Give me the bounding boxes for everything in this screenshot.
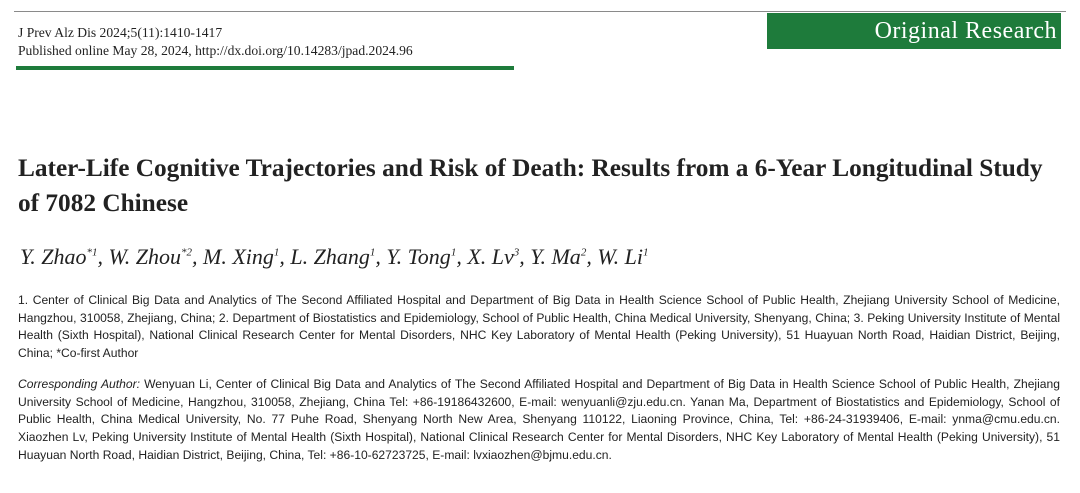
author-name: Y. Zhao — [20, 244, 87, 269]
author-name: X. Lv — [467, 244, 514, 269]
author[interactable] — [203, 244, 279, 269]
author-affiliation-marker: 1 — [369, 246, 376, 259]
corresponding-author — [18, 376, 1060, 465]
author[interactable] — [386, 244, 456, 269]
author[interactable] — [20, 244, 97, 269]
author-name: Y. Tong — [386, 244, 451, 269]
author-name: Y. Ma — [530, 244, 581, 269]
author-affiliation-marker: 3 — [513, 246, 520, 259]
header-divider — [16, 66, 514, 70]
author[interactable] — [530, 244, 586, 269]
author-affiliation-marker: *1 — [86, 246, 98, 259]
author-name: L. Zhang — [290, 244, 370, 269]
author-affiliation-marker: *2 — [181, 246, 192, 259]
author-name: M. Xing — [203, 244, 274, 269]
journal-citation: J Prev Alz Dis 2024;5(11):1410-1417 — [18, 25, 223, 40]
journal-meta — [18, 24, 413, 60]
author-affiliation-marker: 2 — [580, 246, 587, 259]
top-rule — [14, 11, 1066, 12]
publication-info: Published online May 28, 2024, http://dx.doi.org/10.14283/jpad.2024.96 — [18, 43, 413, 58]
author[interactable] — [290, 244, 375, 269]
affiliations: 1. Center of Clinical Big Data and Analytics of The Second Affiliated Hospital and Department of Big Data in Health Science School of Public Health, Zhejiang University School of Medicine, Hangzhou, 310058, Zhejiang, China; 2. Department of Biostatistics and Epidemiology, School of Public Health, China Medical University, Shenyang, China; 3. Peking University Institute of Mental Health (Sixth Hospital), National Clinical Research Center for Mental Disorders, NHC Key Laboratory of Mental Health (Peking University), 51 Huayuan North Road, Haidian District, Beijing, China; *Co-first Author — [18, 293, 1060, 361]
author-affiliation-marker: 1 — [642, 246, 649, 259]
author-list: Y. Zhao$^{*1}$, W. Zhou$^{*2}$, M. Xing$^1$, L. Zhang$^1$, Y. Tong$^1$, X. Lv$^3$, Y. Ma$^2$, W. Li$^1$ — [20, 244, 649, 269]
author-affiliation-marker: 1 — [450, 246, 457, 259]
author[interactable] — [467, 244, 519, 269]
author-name: W. Li — [597, 244, 643, 269]
author[interactable] — [597, 244, 648, 269]
author-affiliation-marker: 1 — [273, 246, 280, 259]
article-title: Later-Life Cognitive Trajectories and Risk of Death: Results from a 6-Year Longitudinal Study of 7082 Chinese — [18, 154, 1043, 217]
corresponding-author-label: Corresponding Author: — [18, 377, 140, 391]
corresponding-author-details: Wenyuan Li, Center of Clinical Big Data and Analytics of The Second Affiliated Hospital and Department of Big Data in Health Science School of Public Health, Zhejiang University School of Medicine, Hangzhou, 310058, Zhejiang, China Tel: +86-19186432600, E-mail: wenyuanli@zju.edu.cn. Yanan Ma, Department of Biostatistics and Epidemiology, School of Public Health, China Medical University, No. 77 Puhe Road, Shenyang North New Area, Shenyang 110122, Liaoning Province, China, Tel: +86-24-31939406, E-mail: ynma@cmu.edu.cn. Xiaozhen Lv, Peking University Institute of Mental Health (Sixth Hospital), National Clinical Research Center for Mental Disorders, NHC Key Laboratory of Mental Health (Peking University), 51 Huayuan North Road, Haidian District, Beijing, China, Tel: +86-10-62723725, E-mail: lvxiaozhen@bjmu.edu.cn. — [18, 377, 1060, 462]
article-type-badge: Original Research — [767, 13, 1061, 49]
author[interactable] — [108, 244, 192, 269]
author-name: W. Zhou — [108, 244, 181, 269]
